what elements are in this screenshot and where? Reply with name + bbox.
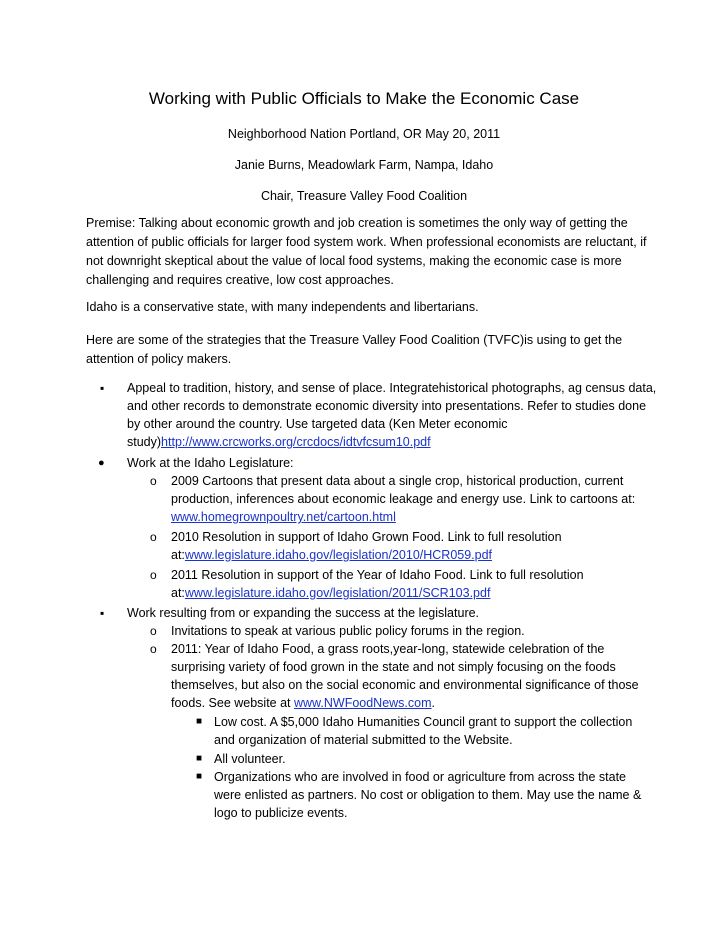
square-bullet-icon: ▪ <box>100 381 105 395</box>
circle-bullet-icon: o <box>150 642 157 656</box>
resolution-2011-link-line <box>171 584 490 602</box>
small-square-bullet-icon: ■ <box>196 771 203 782</box>
resolution-2010-line: 2010 Resolution in support of Idaho Grown Food. Link to full resolution <box>171 530 562 544</box>
premise-line: Premise: Talking about economic growth and job creation is sometimes the only way of getting the <box>86 216 628 230</box>
resolution-2011-line: 2011 Resolution in support of the Year of Idaho Food. Link to full resolution <box>171 568 584 582</box>
author-line: Janie Burns, Meadowlark Farm, Nampa, Idaho <box>234 158 494 172</box>
organizations-line: logo to publicize events. <box>214 806 348 820</box>
circle-bullet-icon: o <box>150 474 157 488</box>
square-bullet-icon: ▪ <box>100 606 105 620</box>
cartoons-link-line <box>171 508 396 526</box>
hcr059-link[interactable]: www.legislature.idaho.gov/legislation/2010/HCR059.pdf <box>184 548 493 562</box>
circle-bullet-icon: o <box>150 530 157 544</box>
small-square-bullet-icon: ■ <box>196 716 203 727</box>
year-idaho-line: surprising variety of food grown in the state and not simply focusing on the foods <box>171 660 616 674</box>
bullet1-line: and other records to demonstrate economic diversity into presentations. Refer to studies done <box>127 399 647 413</box>
resolution-2010-link-line <box>171 546 492 564</box>
strategies-line: attention of policy makers. <box>86 352 232 366</box>
cartoons-line: 2009 Cartoons that present data about a single crop, historical production, current <box>171 474 624 488</box>
at-prefix: at: <box>171 548 185 562</box>
circle-bullet-icon: ● <box>98 457 105 469</box>
nwfoodnews-link[interactable]: www.NWFoodNews.com <box>294 696 432 710</box>
organizations-line: Organizations who are involved in food or agriculture from across the state <box>214 770 627 784</box>
premise-line: challenging and requires creative, low cost approaches. <box>86 273 394 287</box>
website-line <box>171 694 435 712</box>
at-prefix: at: <box>171 586 185 600</box>
year-idaho-line: 2011: Year of Idaho Food, a grass roots,year-long, statewide celebration of the <box>171 642 605 656</box>
website-prefix: foods. See website at <box>171 696 294 710</box>
circle-bullet-icon: o <box>150 568 157 582</box>
bullet1-last-line <box>127 433 431 451</box>
cartoons-line: production, inferences about economic leakage and energy use. Link to cartoons at: <box>171 492 636 506</box>
idaho-paragraph: Idaho is a conservative state, with many independents and libertarians. <box>86 300 479 314</box>
cartoons-link[interactable]: www.homegrownpoultry.net/cartoon.html <box>171 510 396 524</box>
low-cost-line: Low cost. A $5,000 Idaho Humanities Council grant to support the collection <box>214 715 633 729</box>
website-suffix: . <box>431 696 436 710</box>
small-square-bullet-icon: ■ <box>196 753 203 764</box>
role-line: Chair, Treasure Valley Food Coalition <box>260 189 468 203</box>
low-cost-line: and organization of material submitted to the Website. <box>214 733 513 747</box>
strategies-line: Here are some of the strategies that the Treasure Valley Food Coalition (TVFC)is using to get the <box>86 333 623 347</box>
all-volunteer-line: All volunteer. <box>214 752 286 766</box>
premise-line: attention of public officials for larger food system work. When professional economists are reluctant, if <box>86 235 647 249</box>
bullet3-label: Work resulting from or expanding the success at the legislature. <box>127 606 480 620</box>
bullet1-prefix: study) <box>127 435 162 449</box>
bullet2-label: Work at the Idaho Legislature: <box>127 456 294 470</box>
invitations-line: Invitations to speak at various public policy forums in the region. <box>171 624 525 638</box>
scr103-link[interactable]: www.legislature.idaho.gov/legislation/2011/SCR103.pdf <box>184 586 491 600</box>
year-idaho-line: themselves, but also on the social economic and environmental significance of those <box>171 678 639 692</box>
circle-bullet-icon: o <box>150 624 157 638</box>
crcworks-link[interactable]: http://www.crcworks.org/crcdocs/idtvfcsum10.pdf <box>161 435 431 449</box>
organizations-line: were enlisted as partners. No cost or obligation to them. May use the name & <box>214 788 642 802</box>
premise-line: not downright skeptical about the value of local food systems, making the economic case is more <box>86 254 622 268</box>
event-line: Neighborhood Nation Portland, OR May 20, 2011 <box>227 127 501 141</box>
bullet1-line: Appeal to tradition, history, and sense of place. Integratehistorical photographs, ag census data, <box>127 381 657 395</box>
document-title: Working with Public Officials to Make the Economic Case <box>148 89 580 108</box>
bullet1-line: by other around the country. Use targeted data (Ken Meter economic <box>127 417 508 431</box>
